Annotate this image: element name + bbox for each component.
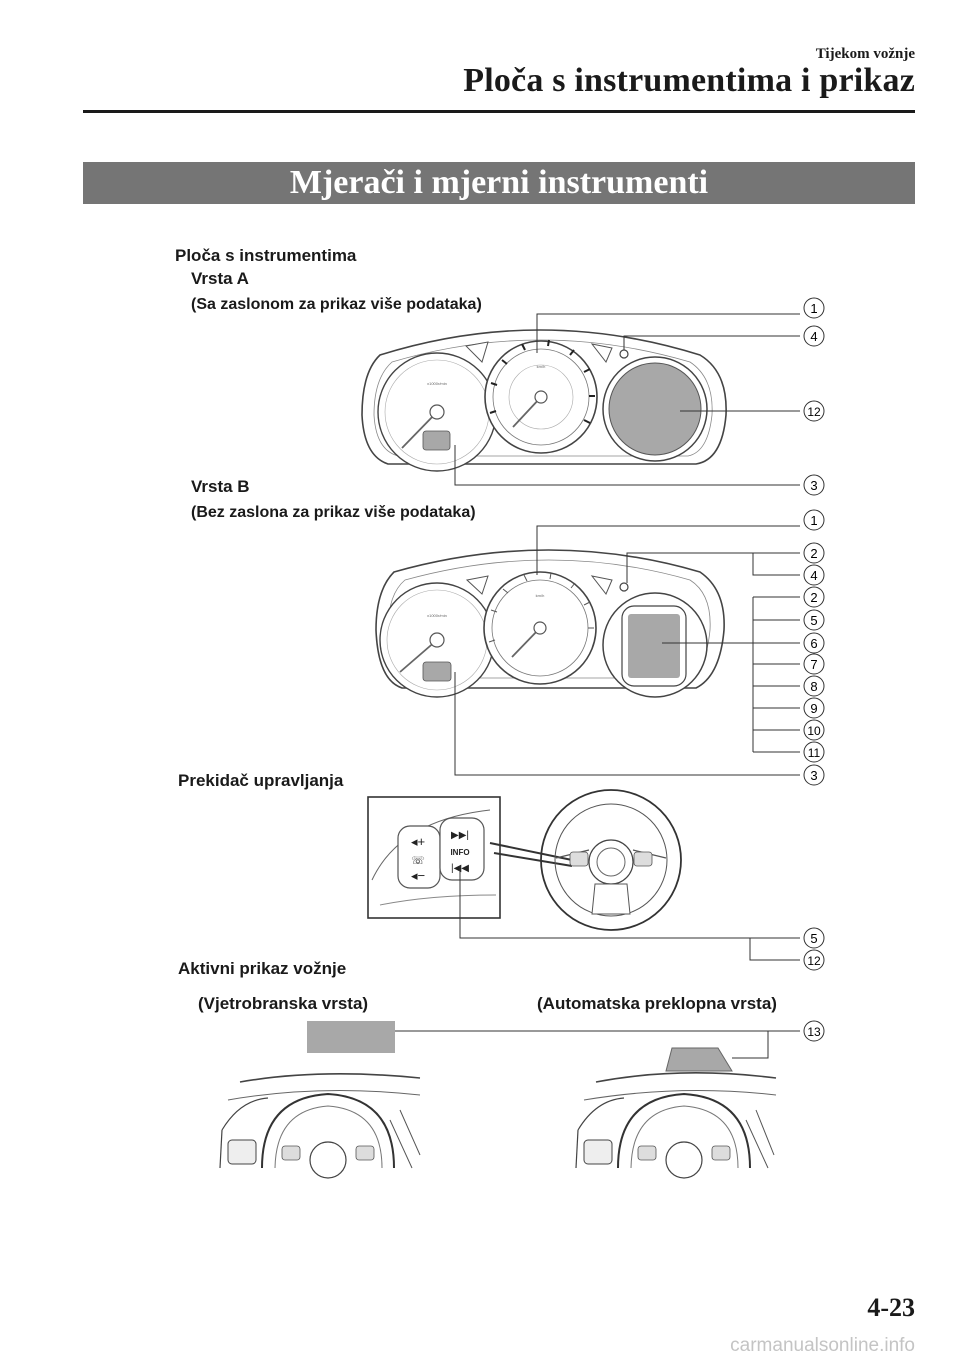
page-number: 4-23 (867, 1293, 915, 1322)
label-instrument-cluster: Ploča s instrumentima (175, 246, 357, 265)
tach-unit-a: x1000r/min (427, 381, 447, 386)
svg-text:5: 5 (810, 931, 818, 946)
seek-down-icon: |◀◀ (451, 863, 469, 874)
label-active-display: Aktivni prikaz vožnje (178, 959, 347, 978)
speed-unit-a: km/h (536, 364, 546, 369)
label-type-a-note: (Sa zaslonom za prikaz više podataka) (191, 296, 482, 313)
label-auto-type: (Automatska preklopna vrsta) (537, 994, 777, 1013)
seek-up-icon: ▶▶| (451, 830, 469, 841)
page-title: Ploča s instrumentima i prikaz (463, 62, 915, 99)
callouts-hud (804, 1021, 824, 1041)
svg-text:12: 12 (807, 405, 821, 419)
svg-text:7: 7 (810, 657, 818, 672)
instrument-cluster-a (362, 330, 726, 471)
svg-text:9: 9 (810, 701, 818, 716)
info-button-label: INFO (450, 848, 470, 857)
voice-icon: ☏ (411, 855, 425, 867)
label-type-b-note: (Bez zaslona za prikaz više podataka) (191, 504, 476, 521)
svg-text:5: 5 (810, 613, 818, 628)
callouts-a (804, 298, 824, 495)
warning-indicator (620, 350, 628, 358)
callouts-b (804, 510, 824, 785)
label-type-b: Vrsta B (191, 477, 250, 496)
label-windshield-type: (Vjetrobranska vrsta) (198, 994, 369, 1013)
dashboard-windshield-type (220, 1074, 420, 1178)
volume-down-icon: ◂− (410, 868, 426, 883)
volume-up-icon: ◂+ (410, 834, 426, 849)
steering-switch-closeup (368, 797, 500, 918)
svg-text:3: 3 (810, 478, 818, 493)
svg-text:12: 12 (807, 954, 821, 968)
label-control-switch: Prekidač upravljanja (178, 771, 344, 790)
dashboard-automatic-type (576, 1073, 776, 1178)
svg-text:11: 11 (807, 746, 821, 760)
steering-wheel (541, 790, 681, 930)
section-kicker: Tijekom vožnje (815, 46, 915, 62)
svg-text:4: 4 (810, 329, 818, 344)
instrument-cluster-b (376, 550, 724, 697)
svg-text:1: 1 (810, 513, 818, 528)
combiner-screen (666, 1048, 732, 1071)
svg-text:6: 6 (810, 636, 818, 651)
svg-text:13: 13 (807, 1025, 821, 1039)
watermark: carmanualsonline.info (730, 1335, 915, 1356)
center-display-b (628, 614, 680, 678)
callouts-switch (804, 928, 824, 970)
multi-information-display (609, 363, 701, 455)
tach-unit-b: x1000r/min (427, 613, 447, 618)
tach-info-window (423, 431, 450, 450)
svg-text:2: 2 (810, 590, 818, 605)
svg-text:2: 2 (810, 546, 818, 561)
section-banner: Mjerači i mjerni instrumenti (83, 162, 915, 204)
leader-lines-hud (395, 1031, 800, 1058)
speed-unit-b: km/h (535, 593, 545, 598)
svg-text:3: 3 (810, 768, 818, 783)
windshield-projection-area (307, 1021, 395, 1053)
svg-text:4: 4 (810, 568, 818, 583)
svg-text:10: 10 (807, 724, 821, 738)
svg-text:8: 8 (810, 679, 818, 694)
svg-text:1: 1 (810, 301, 818, 316)
label-type-a: Vrsta A (191, 269, 249, 288)
